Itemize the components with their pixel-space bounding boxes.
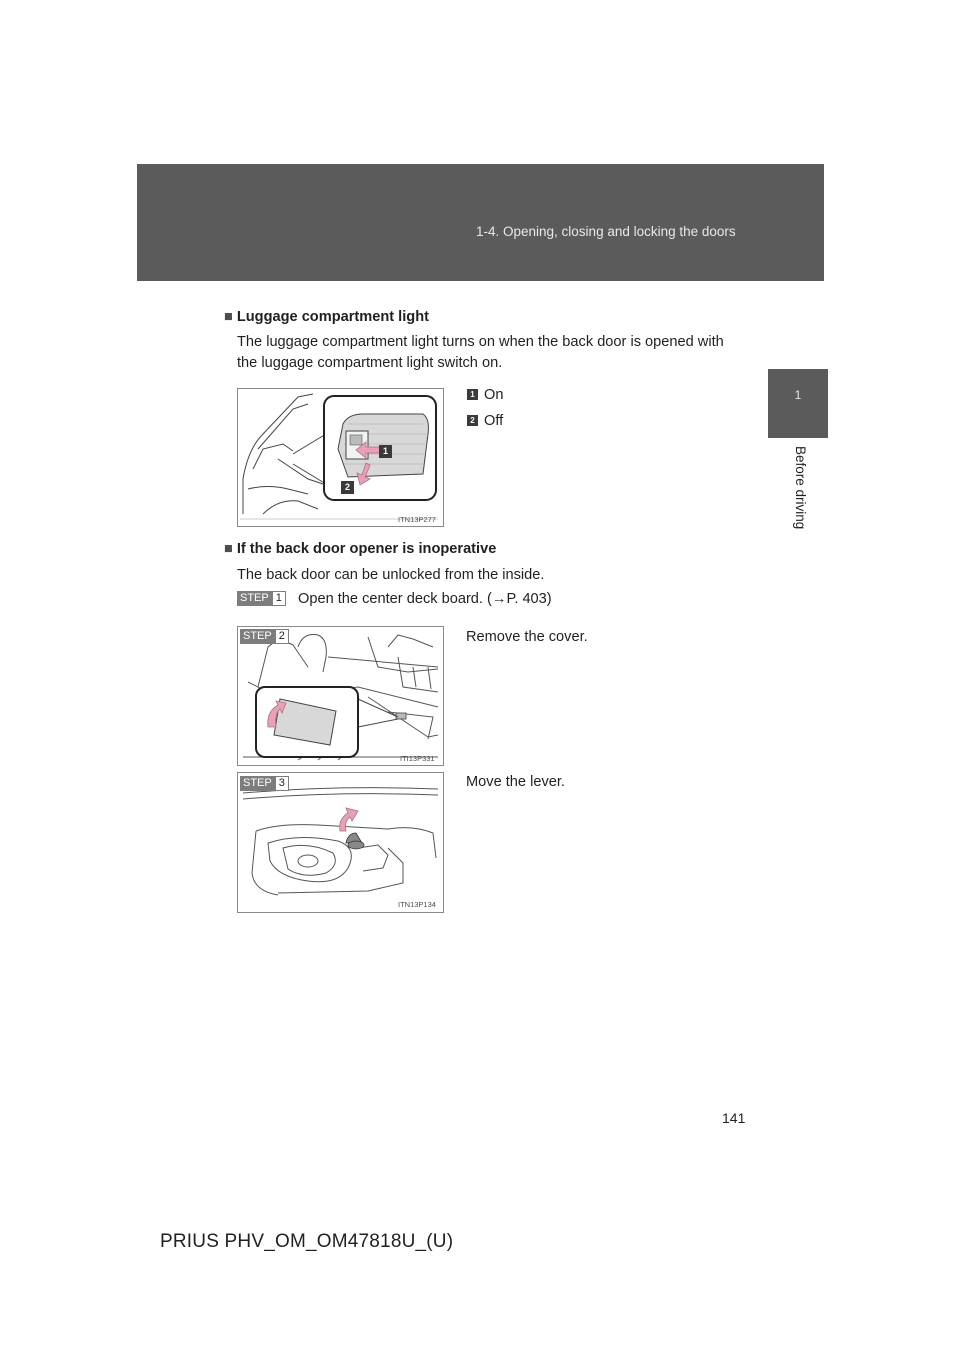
- chapter-label: Before driving: [793, 446, 808, 530]
- remove-cover-illustration: [237, 626, 444, 766]
- figure-code: ITN13P134: [398, 900, 436, 909]
- luggage-light-illustration: [237, 388, 444, 527]
- luggage-light-body-2: the luggage compartment light switch on.: [237, 355, 503, 371]
- move-lever-illustration: [237, 772, 444, 913]
- step-1-tag: [237, 591, 286, 606]
- document-footer: PRIUS PHV_OM_OM47818U_(U): [160, 1231, 454, 1252]
- step-number: 2: [275, 629, 289, 644]
- figure-code: ITN13P277: [398, 515, 436, 524]
- luggage-light-body-1: The luggage compartment light turns on when the back door is opened with: [237, 334, 724, 350]
- back-door-heading: [224, 538, 496, 560]
- back-door-intro: The back door can be unlocked from the inside.: [237, 567, 545, 583]
- luggage-light-heading: [224, 306, 429, 328]
- step-word: STEP: [240, 629, 275, 644]
- legend-badge-2: 2: [467, 415, 478, 426]
- back-door-heading-text: If the back door opener is inoperative: [236, 541, 497, 557]
- chapter-tab: [768, 369, 828, 438]
- step-3-tag: [240, 776, 289, 791]
- chapter-number: 1: [794, 388, 802, 402]
- legend-label-off: Off: [484, 413, 504, 429]
- callout-badge-1-on-figure: 1: [379, 445, 392, 458]
- page-number: 141: [722, 1110, 746, 1126]
- bullet-square-icon: ■: [224, 309, 233, 325]
- step-word: STEP: [240, 776, 275, 791]
- header-band: [137, 164, 824, 281]
- step-1-text: Open the center deck board. (→P. 403): [298, 591, 552, 607]
- step-2-tag: [240, 629, 289, 644]
- step-number: 3: [275, 776, 289, 791]
- step-3-text: Move the lever.: [466, 774, 565, 790]
- legend-badge-1: 1: [467, 389, 478, 400]
- bullet-square-icon: ■: [224, 541, 233, 557]
- step-word: STEP: [237, 591, 272, 606]
- luggage-light-heading-text: Luggage compartment light: [236, 309, 429, 325]
- step-number: 1: [272, 591, 286, 606]
- legend-label-on: On: [484, 387, 504, 403]
- section-title: 1-4. Opening, closing and locking the doors: [476, 224, 736, 239]
- callout-badge-2-on-figure: 2: [341, 481, 354, 494]
- figure-code: ITI13P331: [400, 754, 435, 763]
- step-2-text: Remove the cover.: [466, 629, 588, 645]
